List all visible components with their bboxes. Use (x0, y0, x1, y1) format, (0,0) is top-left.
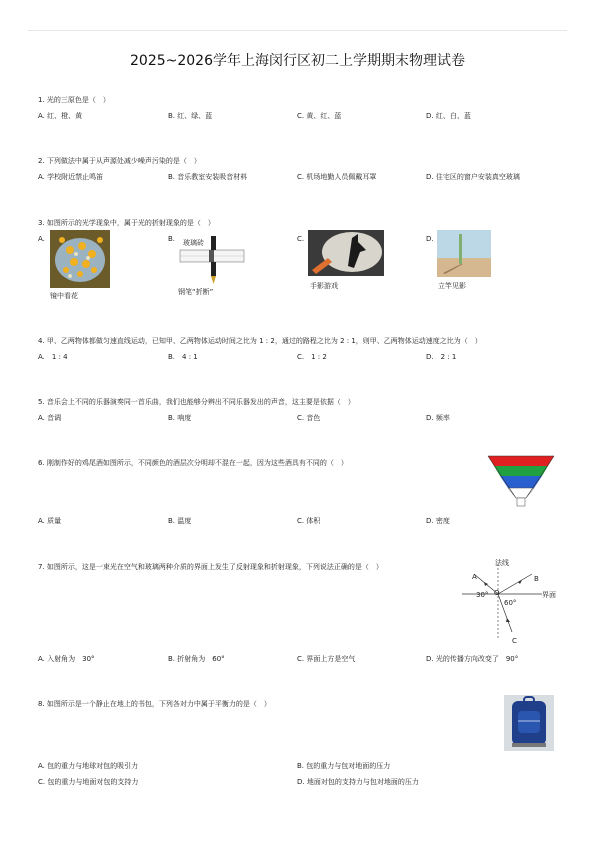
angle-60-label: 60° (504, 599, 517, 607)
question-1 (38, 95, 565, 123)
option-c[interactable]: C. 音色 (297, 414, 321, 422)
question-stem: 2. 下列做法中属于从声源处减少噪声污染的是（ ） (38, 157, 201, 165)
option-a[interactable]: A. 红、橙、黄 (38, 112, 83, 120)
point-a-label: A (472, 573, 477, 581)
question-stem: 3. 如图所示的光学现象中，属于光的折射现象的是（ ） (38, 219, 215, 227)
question-stem: 7. 如图所示，这是一束光在空气和玻璃两种介质的界面上发生了反射现象和折射现象，下列说法正确的是（ ） (38, 563, 383, 571)
question-7 (38, 559, 565, 667)
question-5 (38, 397, 565, 425)
pole-shadow-image (437, 230, 491, 277)
normal-label: 法线 (495, 559, 509, 567)
question-stem: 6. 刚制作好的鸡尾酒如图所示，不同颜色的酒层次分明却不混在一起，因为这些酒具有不同的（ ） (38, 459, 348, 467)
question-stem: 5. 音乐会上不同的乐器演奏同一首乐曲，我们也能够分辨出不同乐器发出的声音，这主要是依据（ ） (38, 398, 355, 406)
option-c[interactable]: C. (297, 235, 305, 243)
question-2 (38, 156, 565, 184)
option-b[interactable]: B. 响度 (168, 414, 192, 422)
question-stem: 1. 光的三原色是（ ） (38, 96, 110, 104)
surface-label: 界面 (542, 591, 556, 599)
caption-c: 手影游戏 (310, 282, 338, 290)
options-row (38, 111, 565, 123)
option-c[interactable]: C. 黄、红、蓝 (297, 112, 342, 120)
option-a[interactable]: A. (38, 235, 45, 243)
option-a[interactable]: A. 音调 (38, 414, 62, 422)
backpack-image (504, 695, 554, 751)
option-b[interactable]: B. 折射角为 60° (168, 655, 225, 663)
option-d[interactable]: D. 住宅区的窗户安装真空玻璃 (426, 173, 520, 181)
option-a[interactable]: A. 入射角为 30° (38, 655, 95, 663)
question-6 (38, 458, 565, 528)
caption-a: 镜中看花 (50, 292, 78, 300)
option-d[interactable]: D. 红、白、蓝 (426, 112, 471, 120)
options-row (38, 413, 565, 425)
option-b[interactable]: B. 音乐教室安装吸音材料 (168, 173, 248, 181)
option-b[interactable]: B. 温度 (168, 517, 192, 525)
question-4 (38, 336, 565, 364)
point-b-label: B (534, 575, 539, 583)
option-d[interactable]: D. 2 : 1 (426, 353, 457, 361)
option-a[interactable]: A. 1 : 4 (38, 353, 68, 361)
question-stem: 8. 如图所示是一个静止在地上的书包，下列各对力中属于平衡力的是（ ） (38, 700, 271, 708)
option-b[interactable]: B. 红、绿、蓝 (168, 112, 213, 120)
option-a[interactable]: A. 包的重力与地球对包的吸引力 (38, 762, 139, 770)
point-c-label: C (512, 637, 517, 645)
question-3 (38, 218, 565, 308)
glass-label: 玻璃砖 (183, 239, 204, 247)
option-a[interactable]: A. 学校附近禁止鸣笛 (38, 173, 104, 181)
option-c[interactable]: C. 界面上方是空气 (297, 655, 356, 663)
option-d[interactable]: D. 密度 (426, 517, 450, 525)
options-row (38, 352, 565, 364)
point-o-label: O (494, 589, 500, 597)
option-d[interactable]: D. 频率 (426, 414, 450, 422)
angle-30-label: 30° (476, 591, 489, 599)
mirror-flowers-image (50, 230, 110, 288)
options-row-1 (38, 761, 565, 773)
top-rule (28, 30, 567, 31)
option-b[interactable]: B. 4 : 1 (168, 353, 198, 361)
option-a[interactable]: A. 质量 (38, 517, 62, 525)
page-title: 2025~2026学年上海闵行区初二上学期期末物理试卷 (130, 53, 465, 69)
caption-d: 立竿见影 (438, 282, 466, 290)
option-d[interactable]: D. 地面对包的支持力与包对地面的压力 (297, 778, 419, 786)
option-c[interactable]: C. 1 : 2 (297, 353, 327, 361)
options-row (38, 654, 565, 666)
options-row (38, 172, 565, 184)
option-c[interactable]: C. 体积 (297, 517, 321, 525)
option-b[interactable]: B. (168, 235, 176, 243)
options-row-2 (38, 777, 565, 789)
hand-shadow-image (308, 230, 384, 276)
caption-b: 钢笔“折断” (178, 288, 214, 296)
question-8 (38, 699, 565, 794)
option-c[interactable]: C. 机场地勤人员佩戴耳罩 (297, 173, 377, 181)
question-stem: 4. 甲、乙两物体都做匀速直线运动，已知甲、乙两物体运动时间之比为 1 : 2，通过的路程之比为 2 : 1，则甲、乙两物体运动速度之比为（ ） (38, 337, 482, 345)
option-d[interactable]: D. 光的传播方向改变了 90° (426, 655, 519, 663)
cocktail-glass-image (486, 454, 556, 508)
option-d[interactable]: D. (426, 235, 434, 243)
option-c[interactable]: C. 包的重力与地面对包的支持力 (38, 778, 139, 786)
option-b[interactable]: B. 包的重力与包对地面的压力 (297, 762, 391, 770)
options-row (38, 516, 565, 528)
